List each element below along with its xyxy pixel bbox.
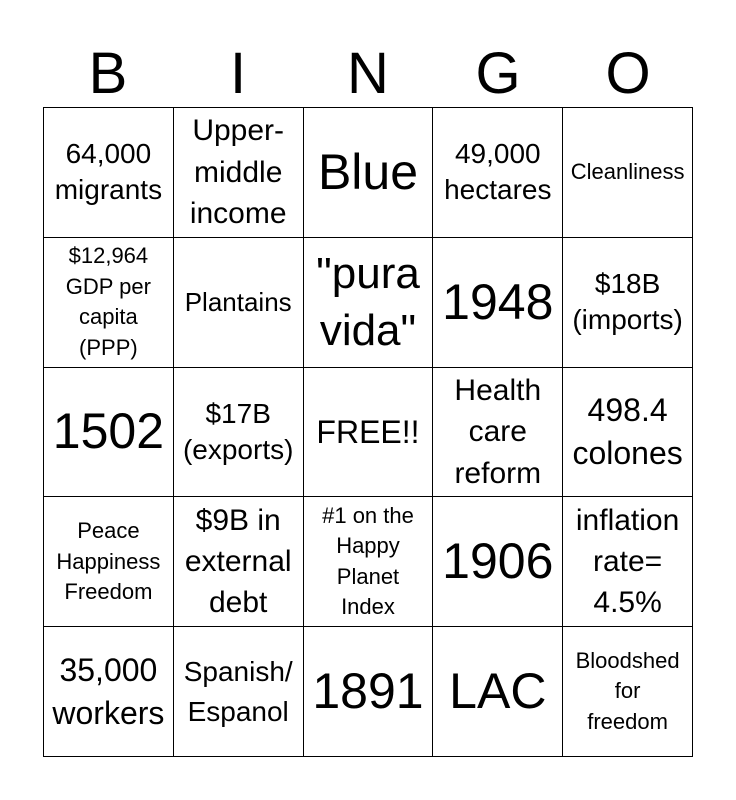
bingo-cell-text: 1948: [442, 273, 554, 330]
bingo-cell-text: Health care reform: [454, 373, 542, 490]
bingo-cell-text: Cleanliness: [570, 159, 685, 185]
bingo-cell-2-5[interactable]: [563, 238, 693, 368]
bingo-cell-5-4[interactable]: [433, 627, 563, 757]
bingo-cell-4-1[interactable]: [44, 497, 174, 627]
bingo-cell-text: $18B (imports): [572, 267, 683, 336]
bingo-cell-4-2[interactable]: [174, 497, 304, 627]
bingo-cell-text: 1502: [52, 403, 165, 460]
header-letter-o: O: [605, 41, 651, 106]
bingo-cell-1-2[interactable]: [174, 108, 304, 238]
bingo-card-grid: [43, 107, 693, 757]
bingo-cell-3-2[interactable]: [174, 368, 304, 498]
bingo-cell-3-4[interactable]: [433, 368, 563, 498]
bingo-cell-5-5[interactable]: [563, 627, 693, 757]
bingo-cell-1-4[interactable]: [433, 108, 563, 238]
bingo-cell-3-3[interactable]: [304, 368, 434, 498]
bingo-cell-text: FREE!!: [316, 413, 420, 450]
bingo-cell-3-5[interactable]: [563, 368, 693, 498]
bingo-header: [43, 40, 693, 108]
bingo-cell-1-3[interactable]: [304, 108, 434, 238]
bingo-cell-2-2[interactable]: [174, 238, 304, 368]
bingo-cell-text: inflation rate= 4.5%: [575, 503, 680, 620]
bingo-cell-2-3[interactable]: [304, 238, 434, 368]
header-letter-g: G: [475, 41, 521, 106]
bingo-cell-text: $17B (exports): [182, 397, 294, 465]
bingo-cell-text: Blue: [317, 143, 419, 200]
bingo-cell-text: Upper- middle income: [189, 114, 287, 231]
bingo-cell-text: "pura vida": [316, 249, 420, 356]
bingo-cell-text: Spanish/ Espanol: [183, 656, 293, 727]
bingo-cell-5-2[interactable]: [174, 627, 304, 757]
bingo-cell-5-3[interactable]: [304, 627, 434, 757]
bingo-cell-1-1[interactable]: [44, 108, 174, 238]
bingo-cell-4-4[interactable]: [433, 497, 563, 627]
bingo-cell-4-3[interactable]: [304, 497, 434, 627]
bingo-cell-text: 64,000 migrants: [54, 138, 163, 206]
bingo-cell-text: #1 on the Happy Planet Index: [322, 503, 414, 620]
bingo-cell-text: 35,000 workers: [52, 652, 165, 731]
bingo-cell-text: 1891: [312, 663, 424, 720]
bingo-cell-4-5[interactable]: [563, 497, 693, 627]
bingo-cell-text: $9B in external debt: [184, 503, 292, 620]
header-letter-b: B: [88, 41, 128, 106]
bingo-cell-text: Peace Happiness Freedom: [56, 518, 161, 604]
header-letter-n: N: [347, 41, 389, 106]
bingo-cell-2-1[interactable]: [44, 238, 174, 368]
bingo-cell-text: 1906: [442, 533, 554, 590]
bingo-cell-text: 498.4 colones: [572, 392, 683, 471]
bingo-cell-5-1[interactable]: [44, 627, 174, 757]
bingo-cell-text: Bloodshed for freedom: [575, 648, 680, 734]
bingo-cell-3-1[interactable]: [44, 368, 174, 498]
header-letter-i: I: [229, 41, 247, 106]
bingo-cell-text: LAC: [449, 663, 547, 720]
bingo-cell-2-4[interactable]: [433, 238, 563, 368]
bingo-cell-1-5[interactable]: [563, 108, 693, 238]
bingo-cell-text: 49,000 hectares: [444, 138, 552, 206]
bingo-cell-text: $12,964 GDP per capita (PPP): [65, 243, 151, 360]
bingo-cell-text: Plantains: [184, 286, 292, 317]
